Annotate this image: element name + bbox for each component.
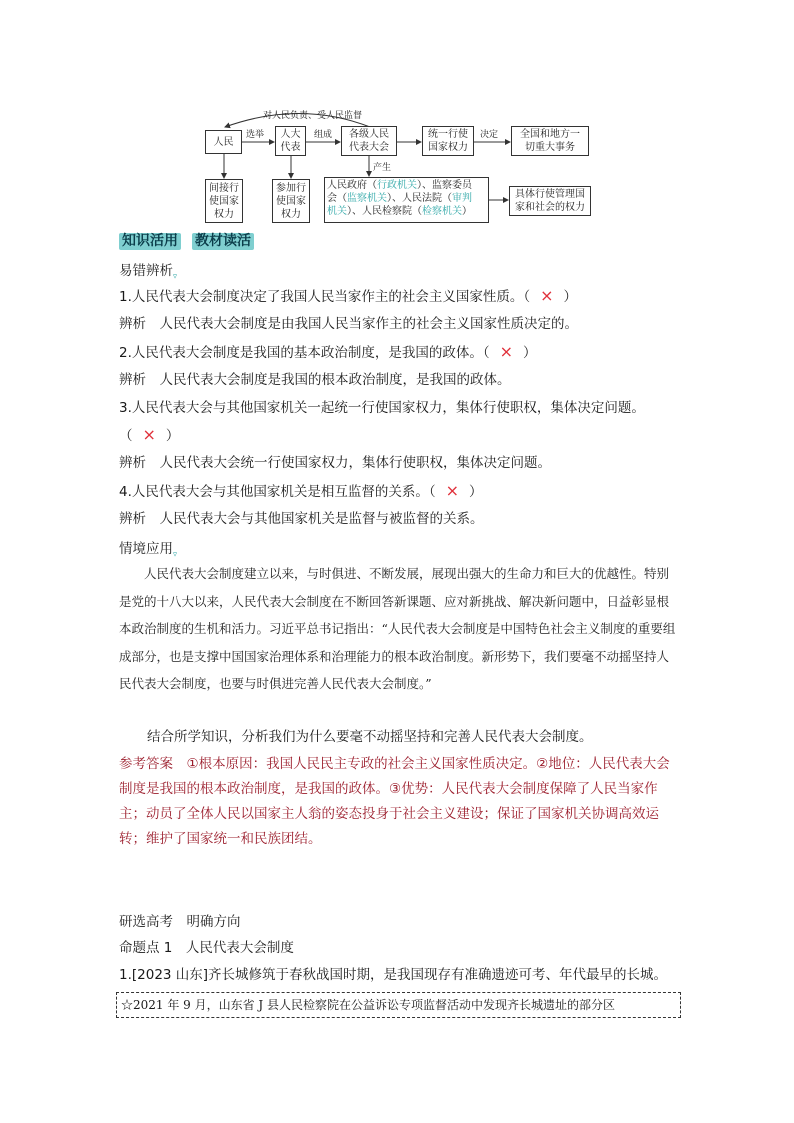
box-indirect: 间接行 使国家 权力: [205, 179, 243, 223]
box-people: 人民: [205, 130, 242, 154]
question-2: 2.人民代表大会制度是我国的基本政治制度，是我国的政体。（ × ）: [119, 342, 537, 361]
label-produce: 产生: [373, 163, 392, 173]
context-passage: 人民代表大会制度建立以来，与时俱进、不断发展，展现出强大的生命力和巨大的优越性。特别是党的十八大以来，人民代表大会制度在不断回答新课题、应对新挑战、解决新问题中，日益彰显根本政治制度的生机和活力。习近平总书记指出：“人民代表大会制度是中国特色社会主义制度的重要组成部分，也是支撑中国国家治理体系和治理能力的根本政治制度。新形势下，我们要毫不动摇坚持人民代表大会制度，也要与时俱进完善人民代表大会制度。”: [119, 566, 676, 691]
question-4: 4.人民代表大会与其他国家机关是相互监督的关系。（ × ）: [119, 481, 483, 500]
box-exec-power: 具体行使管理国 家和社会的权力: [509, 186, 591, 216]
box-participate: 参加行 使国家 权力: [272, 179, 310, 223]
analysis-2: 辨析 人民代表大会制度是我国的根本政治制度，是我国的政体。: [119, 372, 511, 388]
wrong-mark: ×: [142, 425, 156, 444]
wrong-mark: ×: [540, 286, 554, 305]
wrong-mark: ×: [499, 342, 514, 361]
analysis-1: 辨析 人民代表大会制度是由我国人民当家作主的社会主义国家性质决定的。: [119, 316, 578, 332]
analysis-4: 辨析 人民代表大会与其他国家机关是监督与被监督的关系。: [119, 511, 484, 527]
label-form: 组成: [314, 130, 333, 140]
question-1: 1.人民代表大会制度决定了我国人民当家作主的社会主义国家性质。（ × ）: [119, 286, 578, 305]
tag-knowledge: 知识活用: [119, 233, 181, 250]
exam-question-1: 1.[2023 山东]齐长城修筑于春秋战国时期，是我国现存有准确遗迹可考、年代最早的长城。: [119, 967, 668, 983]
proposition-point-1: 命题点 1 人民代表大会制度: [119, 940, 294, 956]
box-npc: 各级人民 代表大会: [341, 126, 397, 156]
question-3: 3.人民代表大会与其他国家机关一起统一行使国家权力，集体行使职权，集体决定问题。: [119, 400, 645, 416]
reference-answer: [119, 752, 681, 852]
label-decide: 决定: [480, 130, 499, 140]
box-state-organs: 人民政府（行政机关）、监察委员 会（监察机关）、人民法院（审判 机关）、人民检察院（检察机关）: [324, 177, 489, 223]
diagram-top-label: 对人民负责、受人民监督: [263, 111, 363, 121]
section-yicuo: 易错辨析$_▿$: [119, 263, 178, 281]
material-text: ☆2021 年 9 月，山东省 J 县人民检察院在公益诉讼专项监督活动中发现齐长城遗址的部分区: [121, 998, 616, 1012]
context-question: 结合所学知识，分析我们为什么要毫不动摇坚持和完善人民代表大会制度。: [147, 729, 593, 745]
material-box: [116, 992, 681, 1018]
answer-body: ①根本原因：我国人民民主专政的社会主义国家性质决定。②地位：人民代表大会制度是我国的根本政治制度，是我国的政体。③优势：人民代表大会制度保障了人民当家作主；动员了全体人民以国家主人翁的姿态投身于社会主义建设；保证了国家机关协调高效运转；维护了国家统一和民族团结。: [119, 756, 670, 847]
box-unified-power: 统一行使 国家权力: [422, 126, 474, 156]
box-major-affairs: 全国和地方一 切重大事务: [511, 126, 589, 156]
wrong-mark: ×: [445, 481, 460, 500]
analysis-3: 辨析 人民代表大会统一行使国家权力，集体行使职权，集体决定问题。: [119, 455, 551, 471]
question-3-mark: （ × ）: [119, 425, 180, 444]
answer-head: 参考答案: [119, 756, 173, 772]
section-qingjing: 情境应用$_▿$: [119, 541, 178, 559]
label-elect: 选举: [246, 130, 265, 140]
tag-textbook: 教材读活: [192, 233, 254, 250]
section-gaokao: 研选高考 明确方向: [119, 914, 241, 930]
box-npc-rep: 人大 代表: [275, 126, 306, 156]
